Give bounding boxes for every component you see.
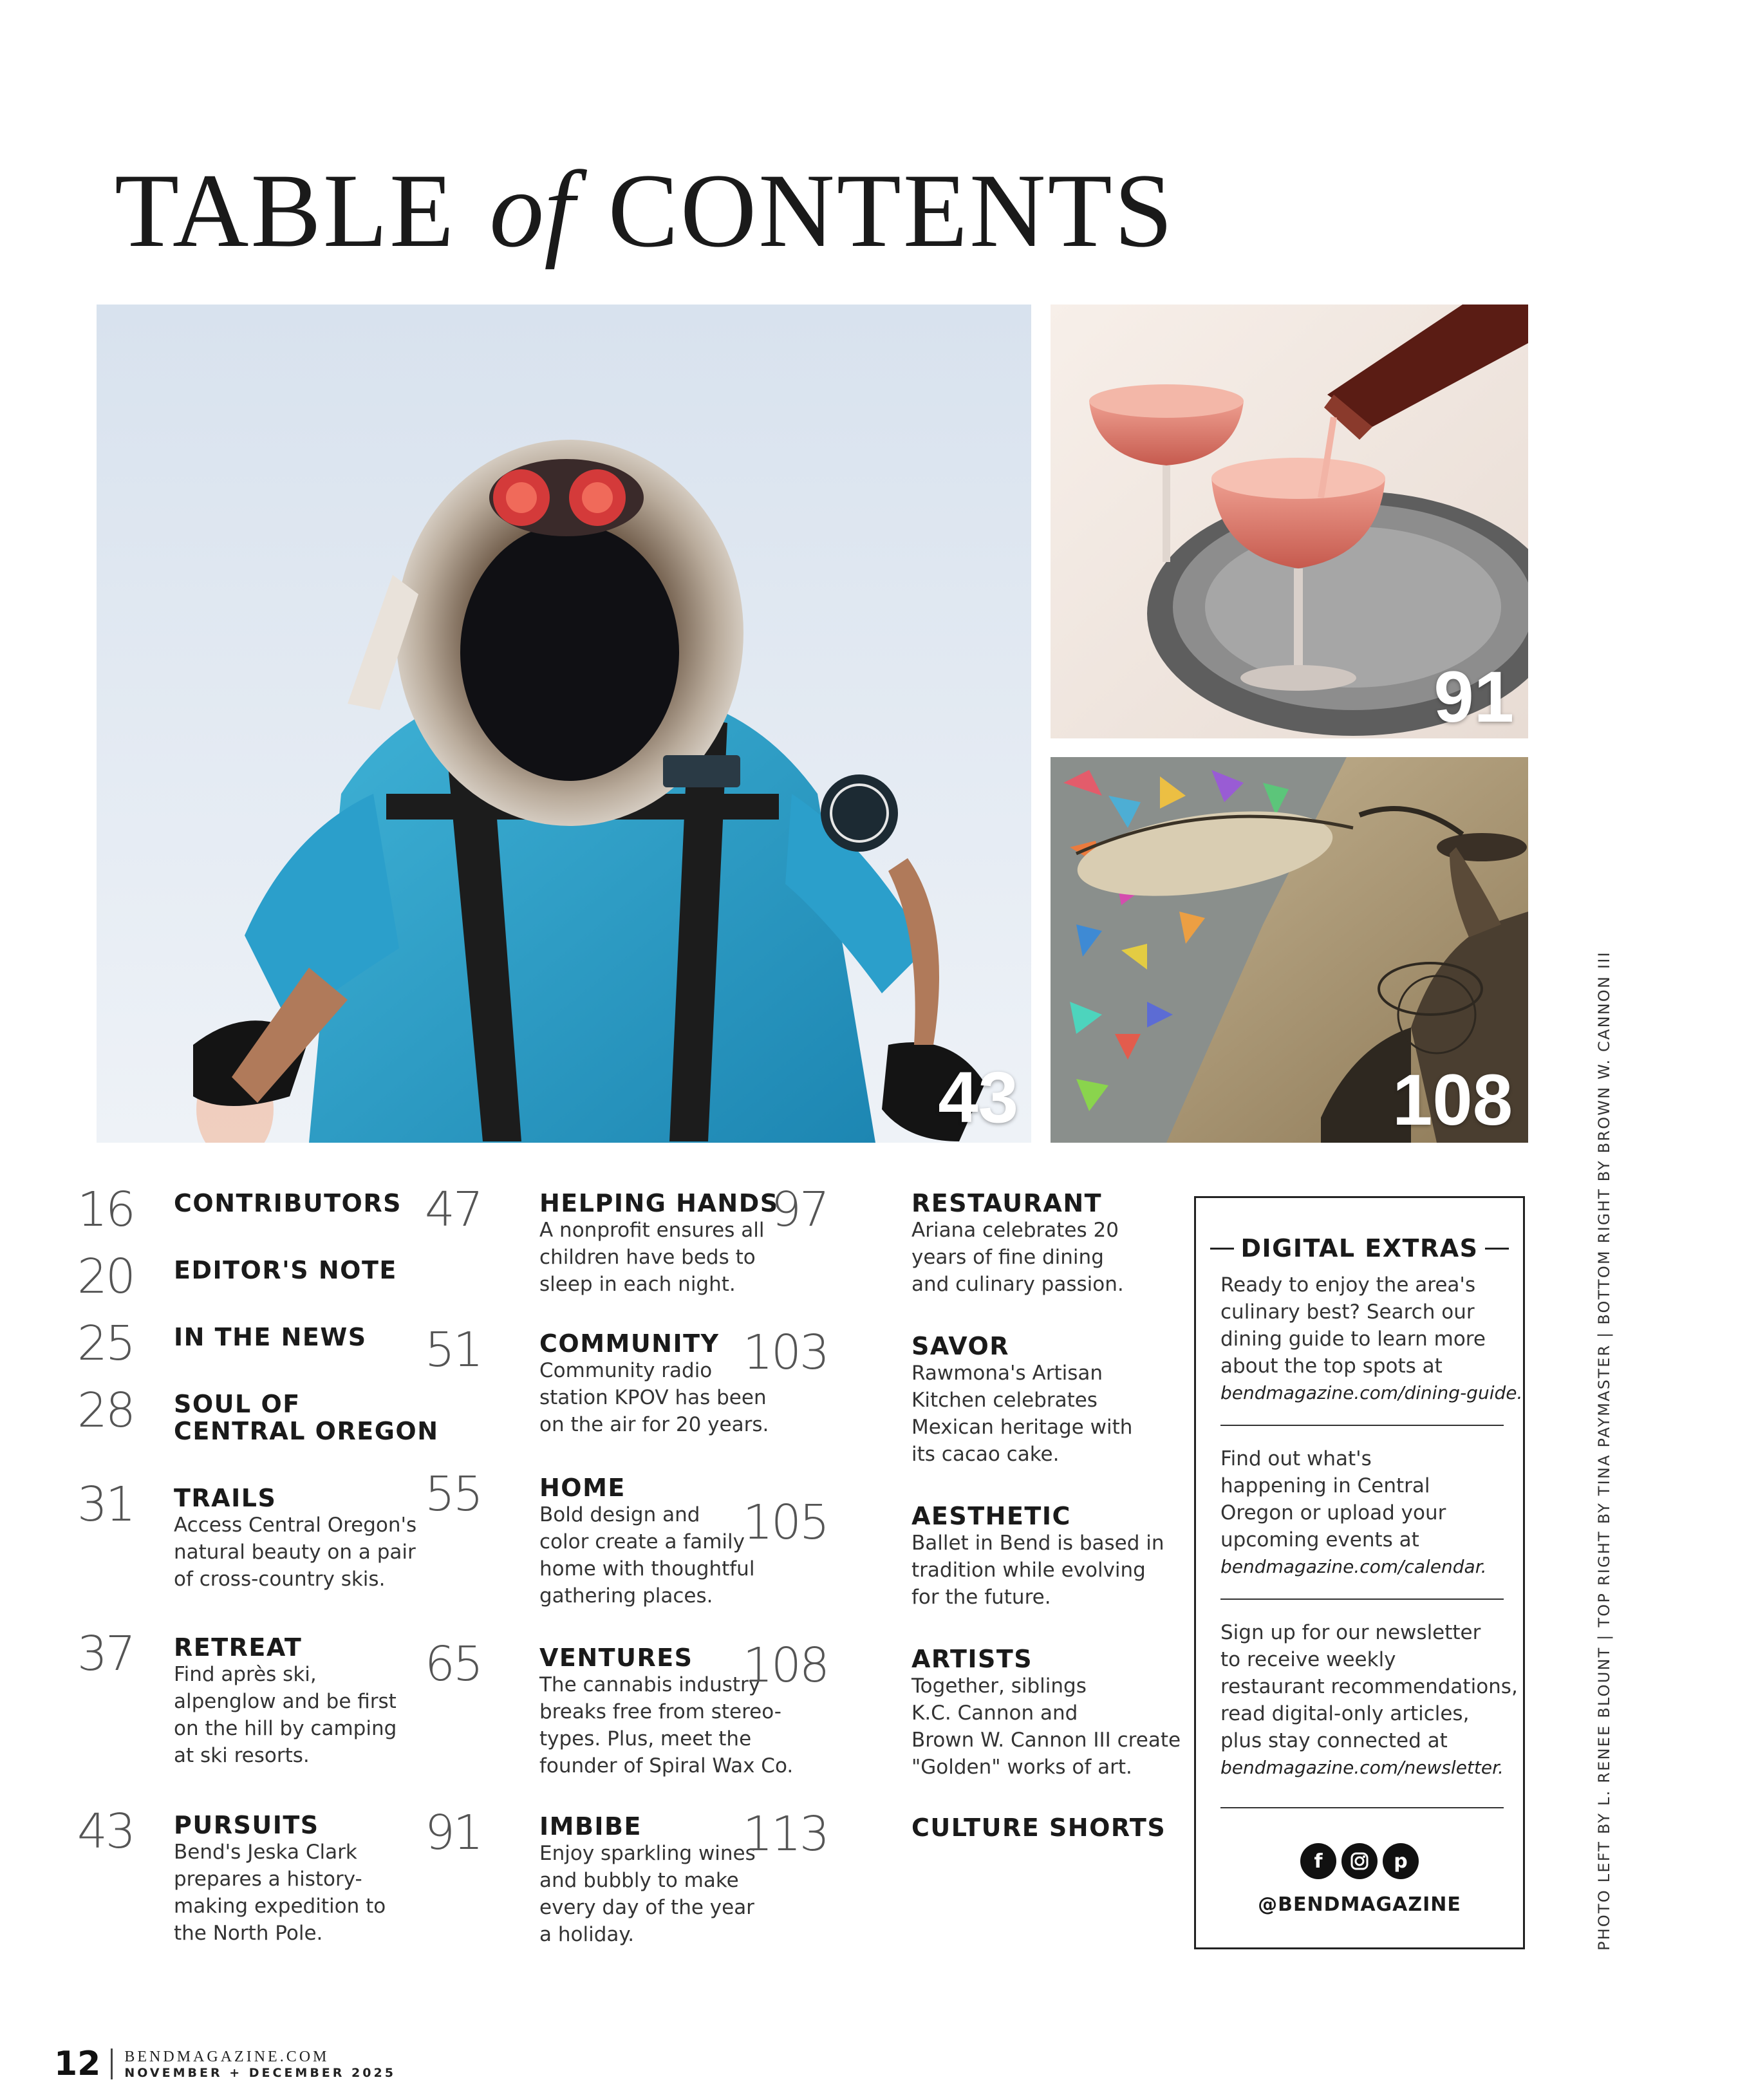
digital-extras-title xyxy=(1210,1234,1509,1262)
entry-heading: CULTURE SHORTS xyxy=(911,1814,1166,1842)
entry-description-line: the North Pole. xyxy=(174,1922,323,1945)
entry-heading: RETREAT xyxy=(174,1633,303,1662)
entry-description-line: for the future. xyxy=(911,1586,1051,1609)
digital-extras-box xyxy=(1194,1196,1525,1949)
extras-text-line: Find out what's xyxy=(1220,1447,1372,1470)
title-rule-right xyxy=(1485,1248,1509,1250)
entry-description-line: at ski resorts. xyxy=(174,1744,310,1767)
entry-page-number: 25 xyxy=(77,1316,134,1371)
footer-masthead xyxy=(124,2049,396,2079)
entry-heading: AESTHETIC xyxy=(911,1502,1071,1530)
photo-explorer xyxy=(97,305,1031,1143)
entry-page-number: 91 xyxy=(424,1805,481,1861)
title-table: TABLE xyxy=(115,153,456,269)
entry-description-line: years of fine dining xyxy=(911,1246,1104,1269)
title-contents: CONTENTS xyxy=(608,153,1175,269)
entry-description-line: Mexican heritage with xyxy=(911,1416,1133,1439)
page-title xyxy=(115,149,1175,270)
entry-description-line: making expedition to xyxy=(174,1895,386,1918)
entry-description-line: Ballet in Bend is based in xyxy=(911,1532,1164,1555)
extras-text-line: happening in Central xyxy=(1220,1474,1430,1497)
entry-page-number: 28 xyxy=(77,1383,134,1438)
entry-description-line: station KPOV has been xyxy=(539,1386,767,1409)
extras-text-line: culinary best? Search our xyxy=(1220,1300,1475,1324)
entry-page-number: 97 xyxy=(771,1182,828,1237)
entry-heading: SAVOR xyxy=(911,1332,1010,1360)
photo-credits: PHOTO LEFT BY L. RENEE BLOUNT | TOP RIGHT BY TINA PAYMASTER | BOTTOM RIGHT BY BROWN W. CANNON III xyxy=(1595,951,1613,1951)
entry-description-line: Ariana celebrates 20 xyxy=(911,1219,1119,1242)
entry-description-line: Brown W. Cannon III create xyxy=(911,1729,1181,1752)
entry-heading: RESTAURANT xyxy=(911,1189,1103,1217)
entry-description-line: children have beds to xyxy=(539,1246,756,1269)
entry-description-line: color create a family xyxy=(539,1530,745,1553)
entry-description-line: sleep in each night. xyxy=(539,1273,736,1296)
entry-description-line: Find après ski, xyxy=(174,1663,317,1686)
page-number: 12 xyxy=(54,2045,101,2083)
entry-description-line: on the air for 20 years. xyxy=(539,1413,769,1436)
entry-heading: TRAILS xyxy=(174,1484,277,1512)
entry-description-line: a holiday. xyxy=(539,1923,635,1946)
entry-description-line: every day of the year xyxy=(539,1896,754,1919)
entry-heading: CONTRIBUTORS xyxy=(174,1189,402,1217)
entry-heading: IN THE NEWS xyxy=(174,1323,367,1351)
extras-divider xyxy=(1220,1598,1504,1600)
extras-text-line: to receive weekly xyxy=(1220,1648,1396,1671)
instagram-icon[interactable] xyxy=(1341,1843,1378,1879)
extras-divider xyxy=(1220,1425,1504,1426)
entry-heading: PURSUITS xyxy=(174,1811,319,1839)
photo-sparkling-wine xyxy=(1051,305,1528,738)
dining-guide-link[interactable]: bendmagazine.com/dining-guide. xyxy=(1220,1382,1523,1403)
extras-divider xyxy=(1220,1807,1504,1808)
footer-divider xyxy=(111,2048,113,2079)
entry-page-number: 31 xyxy=(77,1477,134,1532)
entry-heading-line-1: SOUL OF xyxy=(174,1390,301,1418)
entry-description-line: Together, siblings xyxy=(911,1674,1087,1698)
extras-calendar xyxy=(1220,1445,1504,1580)
entry-page-number: 108 xyxy=(742,1638,828,1693)
entry-page-number: 20 xyxy=(77,1249,134,1304)
extras-newsletter xyxy=(1220,1619,1518,1781)
extras-text-line: Sign up for our newsletter xyxy=(1220,1621,1481,1644)
social-handle[interactable]: @BENDMAGAZINE xyxy=(1258,1893,1461,1916)
entry-description-line: its cacao cake. xyxy=(911,1443,1060,1466)
entry-heading: HELPING HANDS xyxy=(539,1189,779,1217)
extras-text-line: restaurant recommendations, xyxy=(1220,1675,1518,1698)
entry-page-number: 103 xyxy=(742,1325,828,1380)
entry-heading: ARTISTS xyxy=(911,1645,1033,1673)
extras-text-line: dining guide to learn more xyxy=(1220,1327,1486,1351)
entry-page-number: 47 xyxy=(424,1182,481,1237)
entry-description-line: "Golden" works of art. xyxy=(911,1756,1132,1779)
entry-description-line: Bend's Jeska Clark xyxy=(174,1841,357,1864)
entry-description-line: on the hill by camping xyxy=(174,1717,397,1740)
footer-issue: NOVEMBER + DECEMBER 2025 xyxy=(124,2065,396,2080)
entry-description-line: K.C. Cannon and xyxy=(911,1702,1078,1725)
entry-description-line: Bold design and xyxy=(539,1503,700,1526)
entry-page-number: 105 xyxy=(742,1495,828,1550)
entry-page-number: 51 xyxy=(424,1322,481,1378)
facebook-icon[interactable]: f xyxy=(1300,1843,1336,1879)
photo-page-number: 91 xyxy=(1434,657,1514,737)
photo-page-number: 43 xyxy=(938,1057,1018,1138)
entry-description-line: Enjoy sparkling wines xyxy=(539,1842,756,1865)
entry-description-line: Access Central Oregon's xyxy=(174,1514,417,1537)
entry-description-line: and bubbly to make xyxy=(539,1869,739,1892)
extras-dining-guide xyxy=(1220,1271,1523,1407)
entry-description-line: Rawmona's Artisan xyxy=(911,1362,1103,1385)
entry-page-number: 65 xyxy=(424,1636,481,1692)
entry-heading: COMMUNITY xyxy=(539,1329,720,1358)
entry-description-line: of cross-country skis. xyxy=(174,1568,386,1591)
extras-text-line: upcoming events at xyxy=(1220,1528,1419,1552)
digital-extras-heading: DIGITAL EXTRAS xyxy=(1240,1234,1479,1262)
extras-text-line: about the top spots at xyxy=(1220,1355,1443,1378)
photo-cowboy-art xyxy=(1051,757,1528,1143)
entry-heading: IMBIBE xyxy=(539,1812,642,1841)
photo-page-number: 108 xyxy=(1392,1060,1513,1140)
entry-page-number: 37 xyxy=(77,1626,134,1682)
entry-description-line: and culinary passion. xyxy=(911,1273,1124,1296)
calendar-link[interactable]: bendmagazine.com/calendar. xyxy=(1220,1556,1487,1577)
entry-heading-line-2: CENTRAL OREGON xyxy=(174,1417,439,1445)
extras-text-line: Oregon or upload your xyxy=(1220,1501,1446,1524)
entry-description-line: tradition while evolving xyxy=(911,1559,1146,1582)
social-icons xyxy=(1196,1843,1523,1879)
entry-description-line: prepares a history- xyxy=(174,1868,362,1891)
footer-site: BENDMAGAZINE.COM xyxy=(124,2048,330,2065)
entry-heading: EDITOR'S NOTE xyxy=(174,1256,397,1284)
entry-description-line: The cannabis industry xyxy=(539,1673,761,1696)
pinterest-icon[interactable]: p xyxy=(1383,1843,1419,1879)
entry-description-line: alpenglow and be first xyxy=(174,1690,397,1713)
entry-description-line: natural beauty on a pair xyxy=(174,1541,416,1564)
entry-description-line: Kitchen celebrates xyxy=(911,1389,1098,1412)
extras-text-line: plus stay connected at xyxy=(1220,1729,1448,1752)
extras-text-line: Ready to enjoy the area's xyxy=(1220,1273,1476,1297)
page-footer xyxy=(54,2047,396,2081)
entry-description-line: A nonprofit ensures all xyxy=(539,1219,765,1242)
entry-page-number: 113 xyxy=(742,1806,828,1862)
entry-description-line: founder of Spiral Wax Co. xyxy=(539,1754,794,1777)
entry-heading: VENTURES xyxy=(539,1644,693,1672)
entry-description-line: Community radio xyxy=(539,1359,713,1382)
entry-description-line: home with thoughtful xyxy=(539,1557,755,1580)
newsletter-link[interactable]: bendmagazine.com/newsletter. xyxy=(1220,1757,1504,1778)
extras-text-line: read digital-only articles, xyxy=(1220,1702,1470,1725)
title-of: of xyxy=(489,149,575,270)
entry-page-number: 43 xyxy=(77,1804,134,1859)
entry-heading: HOME xyxy=(539,1474,626,1502)
entry-description-line: types. Plus, meet the xyxy=(539,1727,752,1750)
entry-page-number: 16 xyxy=(77,1182,134,1237)
explorer-illustration xyxy=(97,305,1031,1143)
entry-description-line: breaks free from stereo- xyxy=(539,1700,781,1723)
entry-description-line: gathering places. xyxy=(539,1584,713,1608)
entry-page-number: 55 xyxy=(424,1467,481,1522)
title-rule-left xyxy=(1210,1248,1234,1250)
